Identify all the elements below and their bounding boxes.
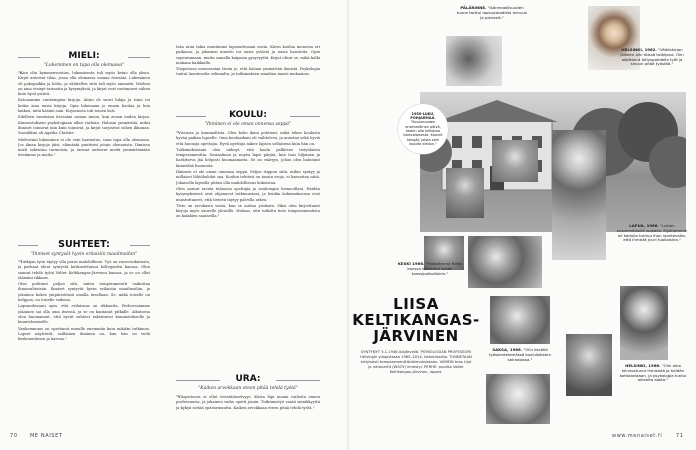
koulu-paragraph-4: Olen saanut tavata tuhansia opettajia ja vanhempia luennoillani. Heidän kysymyksensä ovat ohjanneet tutkimustani, ja heidän kokemuksensa ovat muistuttaneet, että tieteen täytyy palvella arkea. [176,186,320,202]
middle-paragraph-1: Isän uran takia muutimme lapsuudessani usein. Kävin koulua monessa eri paikassa, ja jokainen muutto toi uusia ystäviä ja uusia haasteita. Opin sopeutumaan, mutta samalla kaipasin pysyvyyttä. Kirjat olivat se, mikä kulki mukana kaikkialle. [176,45,320,65]
right-page-number: 71 [676,433,684,439]
koulu-paragraph-2: Tutkimuksissani olen nähnyt, että koulu palkitsee tietynlaista temperamenttia. Sosiaalinen ja nopea lapsi pärjää, kun taas hiljainen ja harkitseva jää helposti huomaamatta. Se on vääryys, johon olen halunnut kiinnittää huomiota. [176,147,320,168]
suhteet-subtitle: "Ihmiset syntyvät hyvin erilaisiin maailmoihin" [30,252,138,257]
right-site-url: www.menaiset.fi [612,433,663,439]
school-day-caption-circle [398,104,448,154]
mieli-paragraph-3: Edelleen tunnistan itsessäni saman innon, kun avaan uuden kirjan. Kiinnostukseni psykologiaan alkoi varhain. Halusin ymmärtää, miksi ihmiset toimivat niin kuin toimivat, ja kirjat tarjosivat siihen ikkunan. Suosikkini oli Agatha Christie. [18,115,150,136]
childhood-photo-2 [492,140,538,182]
helsinki-1982-caption-text: "Väitöskirjan jälkeen olin töissä tutkijana. Olin aloittanut äitiyspahdella työt ja sivuun pitää työstää." [620,47,684,67]
lapua-1966-caption-title: LAPUA, 1966. [629,223,659,228]
mieli-paragraph-1: "Kun olin kymmenvuotias, lukemisesta tuli myös keino olla yksin. Kirjat antoivat tilan, jossa olla olemassa omana itsenäni. Lukeminen oli pakopaikka ja lohtu, ja vähitellen siitä tuli myös ammatti. Mieleni on aina etsinyt tarinoita ja kysymyksiä, ja kirjat ovat vastanneet siihen kuin hyvä ystävä. [18,71,150,97]
suhteet-paragraph-2: Olen pohtinut paljon sitä, miten temperamentti vaikuttaa ihmissuhteisiin. Ihmiset syntyvät hyvin erilaisiin maailmoihin, ja jokainen kokee ympäristönsä omalla tavallaan. Se, mikä toiselle on helppoa, on toiselle vaikeaa. [18,282,150,303]
koulu-paragraph-5: Tieto on arvokasta vasta, kun se auttaa jotakuta. Siksi olen kirjoittanut kirjoja myös suurelle yleisölle. Haluan, että tutkittu tieto temperamentista on kaikkien saatavilla." [176,203,320,219]
mieli-heading: MIELI: [68,51,100,61]
helsinki-1982-caption [620,48,684,67]
group-photo [566,334,612,396]
koulu-body [176,131,320,368]
koulu-rule-left [176,116,206,117]
koulu-subtitle: "Ihminen ei ole oman onnensa seppä" [204,122,292,127]
childhood-photo-1 [446,168,484,218]
mieli-paragraph-2: Kotonamme vanhempien kirjoja. Äitini oli suuri lukija ja isäni toi kotiin aina uusia kirjoja. Opin lukemaan jo ennen koulua ja luin kaiken, mitä käsiini sain. Kirjastosta tuli toinen koti. [18,98,150,114]
palarinne-caption-text: "Isänmaallisuuden tunne tarttui lapsuuskodista minuun jo pienenä." [456,5,528,20]
suhteet-paragraph-3: Lapsuudessani opin, että erilaisuus on rikkautta. Perheessämme jokainen sai olla oma itsensä, ja se on kantanut pitkälle. Aikuisena olen huomannut, että hyvät suhteet rakentuvat kunnioitukselle ja kuuntelemiselle. [18,304,150,325]
saksa-1966-caption-text: "Olin kesällä työskentelemässä kouluikäisten sairaalassa." [488,347,552,362]
wedding-photo [486,374,550,424]
saksa-1966-photo [490,296,550,344]
middle-paragraph-2: Yliopistoon mennessäni tiesin jo, että haluan ymmärtää ihmistä. Psykologia tuntui luontevalta valinnalta, ja tutkimuksen maailma imaisi mukaansa. [176,67,320,77]
keski-1966-caption-title: KESKI 1966. [397,261,425,266]
friends-photo [468,236,542,288]
suhteet-heading: SUHTEET: [58,239,110,250]
page-gutter [347,0,349,450]
profile-name-line-1: LIISA [393,295,439,313]
suhteet-rule-left [18,245,38,246]
school-day-caption-title: 1950-LUKU, POHJARMAA. [410,111,436,121]
mieli-paragraph-4: Mielestäni lukeminen ei ole vain harrastus, vaan tapa olla olemassa. Jos ilman kirjoja jäisi, elämästä puuttuisi jotain olennaista. Ihmisen mieli rakentuu tarinoista, ja tarinat auttavat meitä ymmärtämään itseämme ja muita." [18,137,150,158]
left-page-number: 70 [10,433,18,439]
koulu-rule-right [290,116,320,117]
keski-1966-caption [396,262,464,276]
portrait-helsinki-1966-photo [620,286,668,360]
helsinki-1966-caption-text: "Olin aina kiinnostunut ihmisistä ja heidän kohtaloistaan, ja psykologia tuntui oikealta alalta." [619,363,687,383]
ura-rule-left [176,380,220,381]
profile-name-line-2: KELTIKANGAS- [352,311,480,329]
ura-subtitle: "Kaiken arvokkaan eteen pitää tehdä työtä" [198,386,298,391]
profile-name [346,296,486,344]
profile-facts: SYNTYNYT 5.1.1946 Alajärvellä. PSYKOLOGIAN PROFESSORI Helsingin yliopistossa 1985–2014, tietokirjailija. TUNNETAAN erityisesti temperamenttitutkimuksistaan. VIIMEIN teos Ujot ja introvertit (WSOY) ilmestyi. PERHE: puoliso Valter Keltikangas-Järvinen, lapset. [360,350,472,374]
mieli-rule-left [18,57,40,58]
ura-heading: URA: [235,374,261,384]
palarinne-caption-title: PÄLÄRINNE. [460,5,487,10]
suhteet-body [18,260,150,426]
palarinne-caption [456,6,528,20]
group-portrait-photo [446,36,502,86]
profile-name-line-3: JÄRVINEN [373,327,459,345]
lapua-1966-caption-text: "Lukion ensimmäisellä luokalla. Myöhemmin oli kadulla tuntuu ihan luontevalta, että ihmistä juuri tuollaisina." [616,223,688,243]
lapua-1966-photo [552,130,606,260]
saksa-1966-caption [488,348,552,362]
ura-rule-right [276,380,320,381]
ura-body [176,395,320,426]
ura-paragraph-1: "Yliopistoura ei ollut itsestäänselvyys. Kävin läpi monia vaiheita ennen professuuria, ja jokainen vaihe opetti jotain. Tutkimustyö vaatii sinnikkyyttä ja kykyä sietää epävarmuutta. Kaiken arvokkaan eteen pitää tehdä työtä." [176,395,320,410]
mieli-rule-right [128,57,150,58]
koulu-heading: KOULU: [229,110,267,120]
left-magazine-name: ME NAISET [30,433,63,439]
saksa-1966-caption-title: SAKSA, 1966. [492,347,523,352]
keski-1966-caption-text: "Ystävämme Riitta kanssa kävimme kesän tanssipaikoillakin." [407,261,463,276]
koulu-paragraph-3: Ihminen ei ole oman onnensa seppä. Paljon riippuu siitä, mihin syntyy ja millaiset lähtökohdat saa. Koulun tehtävä on tasata eroja, ei kasvattaa niitä. Jokaisella lapsella pitäisi olla mahdollisuus kukoistaa. [176,170,320,185]
lapua-1966-caption [616,224,688,243]
middle-body [176,45,320,95]
school-day-caption-text: "Koulunuoden ensimmäinen päivä, taskin olla kelkossa kalevalaisesta. Kauniit kengät, joista sain lopulta kiellon." [403,120,443,146]
mieli-body [18,71,150,231]
suhteet-rule-right [130,245,150,246]
mieli-subtitle: "Lukeminen on tapa olla olemassa" [43,63,125,68]
koulu-paragraph-1: "Vierasta ja kummallista. Olen koko ikäni pohtinut, mikä tekee koulusta hyvän paikan lapselle. Oma kouluaikani oli vaihteleva, ja muistan sekä hyviä että huonoja opettajia. Hyvä opettaja näkee lapsen sellaisena kuin hän on. [176,131,320,146]
helsinki-1982-caption-title: HELSINKI, 1982. [621,47,657,52]
helsinki-1966-caption-title: HELSINKI, 1966. [625,363,661,368]
suhteet-paragraph-1: "Tutkijan työn täytyy olla paras mahdollinen. Työ on vuorovaikutusta, ja parhaat ideat syntyvät keskusteluissa kollegoiden kanssa. Olen saanut tehdä työtä Valter Keltikangas-Järvisen kanssa, ja se on ollut elämäni rikkaus. [18,260,150,280]
suhteet-paragraph-4: Vanhemmuus on opettanut minulle enemmän kuin mikään tutkimus. Lapset näyttävät, millainen ihminen on, kun hän on vielä keskeneräinen ja kasvaa." [18,326,150,342]
helsinki-1966-caption [618,364,688,383]
